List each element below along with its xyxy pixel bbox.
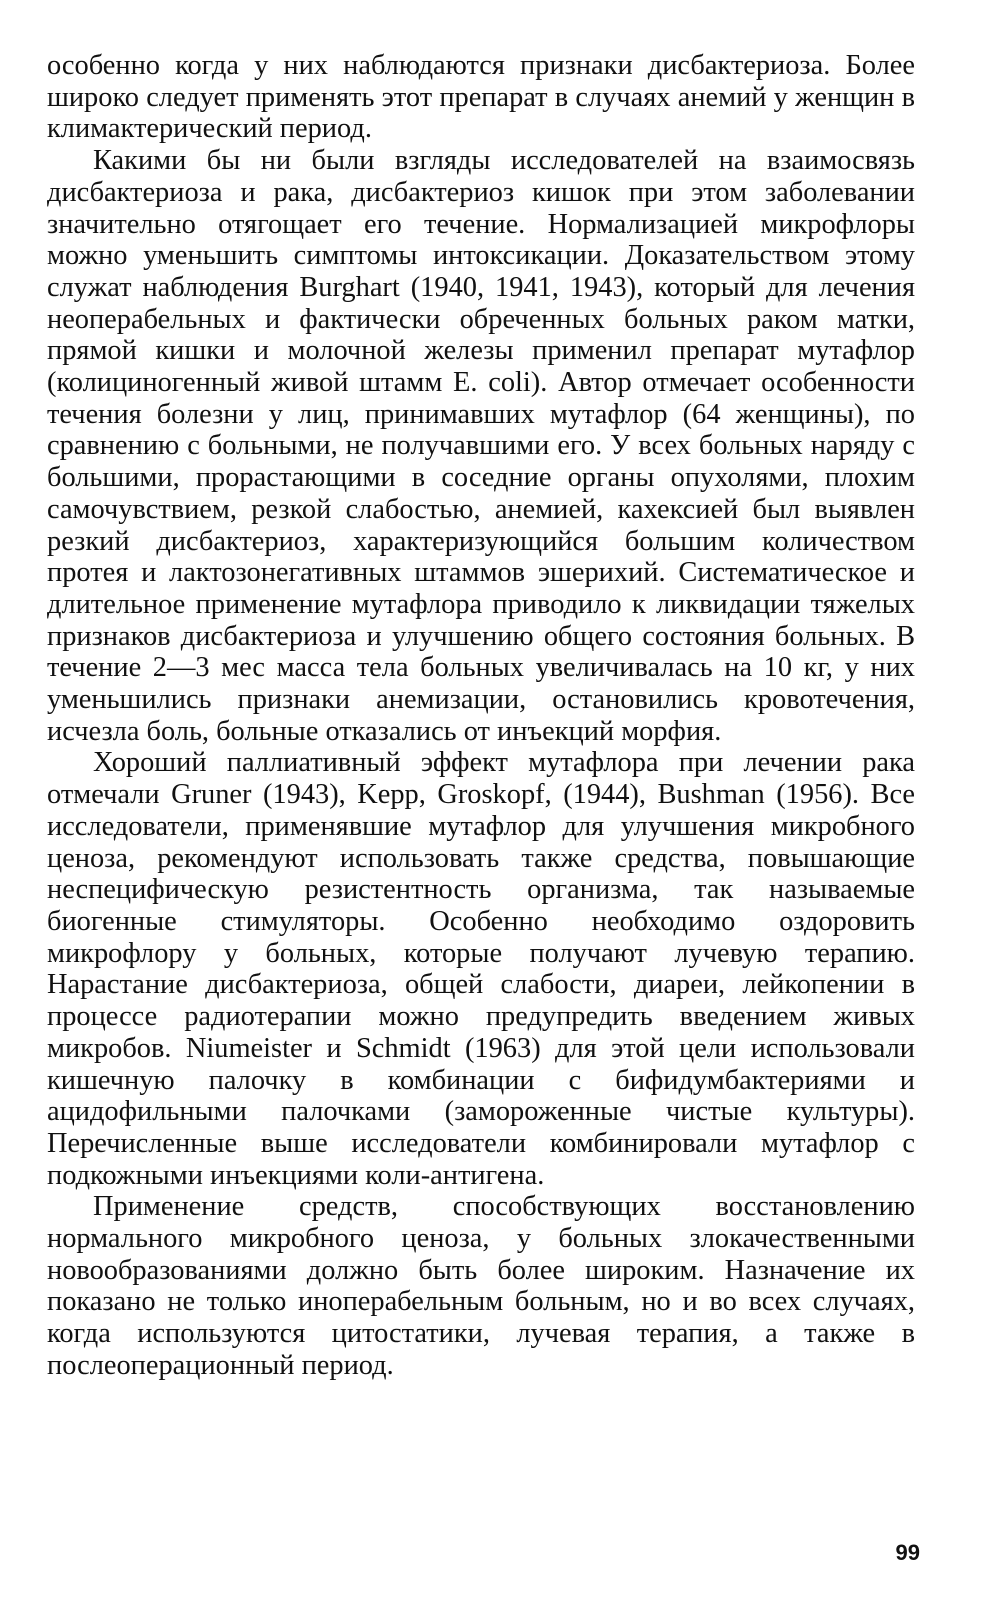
paragraph-recommendation: Применение средств, способствующих восстановлению нормального микробного ценоза, у больных злокачественными новообразованиями должно быть более широким. Назначение их показано не только иноперабельным больным, но и во всех случаях, когда используются цитостатики, лучевая терапия, а также в послеоперационный период. — [47, 1191, 915, 1381]
paragraph-continuation: особенно когда у них наблюдаются признаки дисбактериоза. Более широко следует применять этот препарат в случаях анемий у женщин в климактерический период. — [47, 50, 915, 145]
paragraph-dysbacteriosis-cancer: Какими бы ни были взгляды исследователей на взаимосвязь дисбактериоза и рака, дисбактериоз кишок при этом заболевании значительно отягощает его течение. Нормализацией микрофлоры можно уменьшить симптомы интоксикации. Доказательством этому служат наблюдения Burghart (1940, 1941, 1943), который для лечения неоперабельных и фактически обреченных больных раком матки, прямой кишки и молочной железы применил препарат мутафлор (колициногенный живой штамм E. coli). Автор отмечает особенности течения болезни у лиц, принимавших мутафлор (64 женщины), по сравнению с больными, не получавшими его. У всех больных наряду с большими, прорастающими в соседние органы опухолями, плохим самочувствием, резкой слабостью, анемией, кахексией был выявлен резкий дисбактериоз, характеризующийся большим количеством протея и лактозонегативных штаммов эшерихий. Систематическое и длительное применение мутафлора приводило к ликвидации тяжелых признаков дисбактериоза и улучшению общего состояния больных. В течение 2—3 мес масса тела больных увеличивалась на 10 кг, у них уменьшились признаки анемизации, остановились кровотечения, исчезла боль, больные отказались от инъекций морфия. — [47, 145, 915, 747]
paragraph-palliative-effect: Хороший паллиативный эффект мутафлора при лечении рака отмечали Gruner (1943), Kepp, Groskopf, (1944), Bushman (1956). Все исследователи, применявшие мутафлор для улучшения микробного ценоза, рекомендуют использовать также средства, повышающие неспецифическую резистентность организма, так называемые биогенные стимуляторы. Особенно необходимо оздоровить микрофлору у больных, которые получают лучевую терапию. Нарастание дисбактериоза, общей слабости, диареи, лейкопении в процессе радиотерапии можно предупредить введением живых микробов. Niumeister и Schmidt (1963) для этой цели использовали кишечную палочку в комбинации с бифидумбактериями и ацидофильными палочками (замороженные чистые культуры). Перечисленные выше исследователи комбинировали мутафлор с подкожными инъекциями коли-антигена. — [47, 747, 915, 1191]
page-body — [47, 50, 915, 1382]
page-number: 99 — [895, 1540, 920, 1565]
